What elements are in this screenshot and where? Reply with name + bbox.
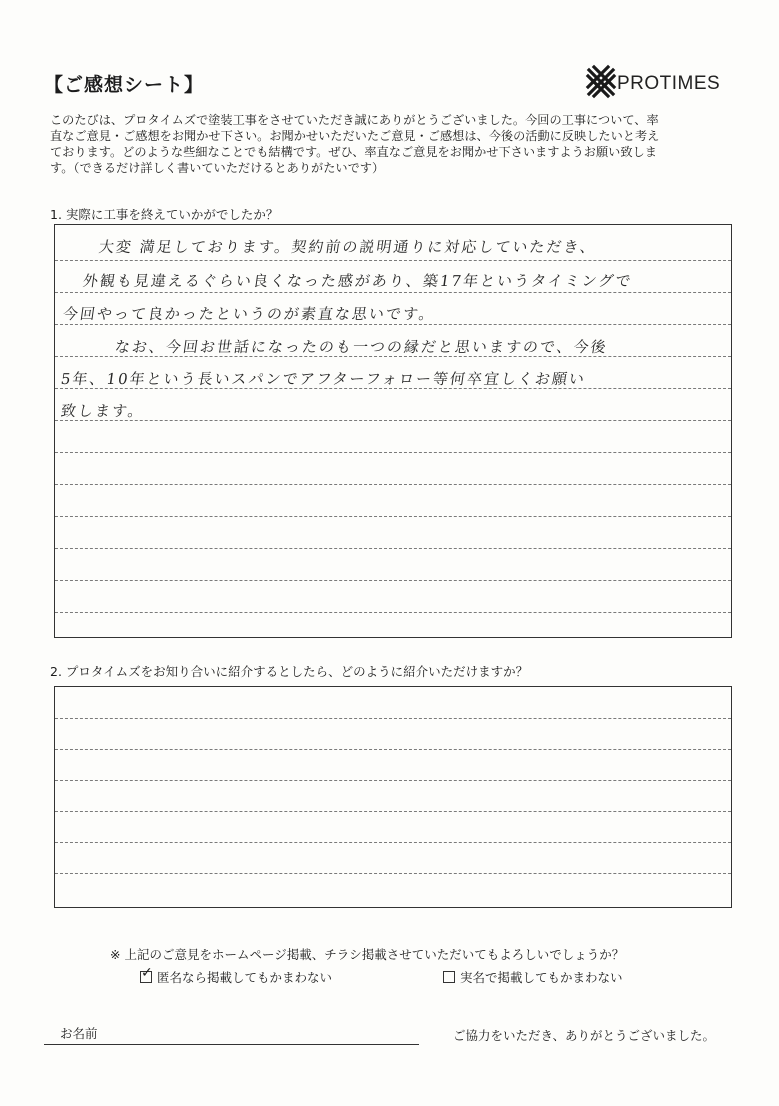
intro-line: このたびは、プロタイムズで塗装工事をさせていただき誠にありがとうございました。今回の工事について、率: [50, 113, 659, 127]
page-title: 【ご感想シート】: [44, 74, 205, 96]
answer-rule: [55, 452, 731, 453]
answer-rule: [55, 324, 731, 325]
answer-rule: [55, 780, 731, 781]
consent-option-realname[interactable]: [443, 968, 623, 986]
intro-text: [50, 112, 740, 176]
answer-rule: [55, 873, 731, 874]
name-field[interactable]: [44, 1044, 419, 1045]
answer-rule: [55, 516, 731, 517]
name-field-label: お名前: [60, 1026, 98, 1041]
answer-rule: [55, 484, 731, 485]
realname-option-label: 実名で掲載してもかまわない: [460, 970, 623, 985]
answer-rule: [55, 292, 731, 293]
answer-rule: [55, 548, 731, 549]
thanks-message: ご協力をいただき、ありがとうございました。: [453, 1028, 716, 1043]
checkmark-icon: ✓: [141, 965, 153, 981]
answer-rule: [55, 420, 731, 421]
answer-rule: [55, 842, 731, 843]
brand-logo: [585, 64, 735, 100]
question-1-label: 1. 実際に工事を終えていかがでしたか？: [50, 207, 279, 222]
question-2-label: 2. プロタイムズをお知り合いに紹介するとしたら、どのように紹介いただけますか？: [50, 664, 529, 679]
anonymous-checkbox[interactable]: [140, 965, 153, 983]
intro-line: す。（できるだけ詳しく書いていただけるとありがたいです）: [50, 161, 385, 175]
brand-name: PROTIMES: [617, 73, 721, 94]
handwritten-answer-line: 5年、10年という長いスパンでアフターフォロー等何卒宜しくお願い: [59, 370, 588, 388]
handwritten-answer-line: 今回やって良かったというのが素直な思いです。: [61, 305, 438, 323]
answer-rule: [55, 260, 731, 261]
anonymous-option-label: 匿名なら掲載してもかまわない: [157, 970, 333, 985]
consent-option-anonymous[interactable]: [140, 965, 333, 986]
handwritten-answer-line: 致します。: [59, 402, 147, 420]
answer-rule: [55, 580, 731, 581]
answer-box-2[interactable]: [54, 686, 732, 908]
answer-rule: [55, 749, 731, 750]
intro-line: ております。どのような些細なことでも結構です。ぜひ、率直なご意見をお聞かせ下さいますようお願い致しま: [50, 145, 657, 159]
answer-box-1[interactable]: [54, 224, 732, 638]
handwritten-answer-line: なお、今回お世話になったのも一つの縁だと思いますので、今後: [113, 338, 609, 356]
consent-notice: ※ 上記のご意見をホームページ掲載、チラシ掲載させていただいてもよろしいでしょうか？: [110, 947, 625, 962]
handwritten-answer-line: 大変 満足しております。契約前の説明通りに対応していただき、: [97, 238, 599, 256]
answer-rule: [55, 718, 731, 719]
intro-line: 直なご意見・ご感想をお聞かせ下さい。お聞かせいただいたご意見・ご感想は、今後の活動に反映したいと考え: [50, 129, 660, 143]
answer-rule: [55, 612, 731, 613]
handwritten-answer-line: 外観も見違えるぐらい良くなった感があり、築17年というタイミングで: [81, 272, 634, 290]
answer-rule: [55, 811, 731, 812]
protimes-x-logo-icon: [585, 64, 617, 100]
realname-checkbox[interactable]: [443, 971, 455, 983]
